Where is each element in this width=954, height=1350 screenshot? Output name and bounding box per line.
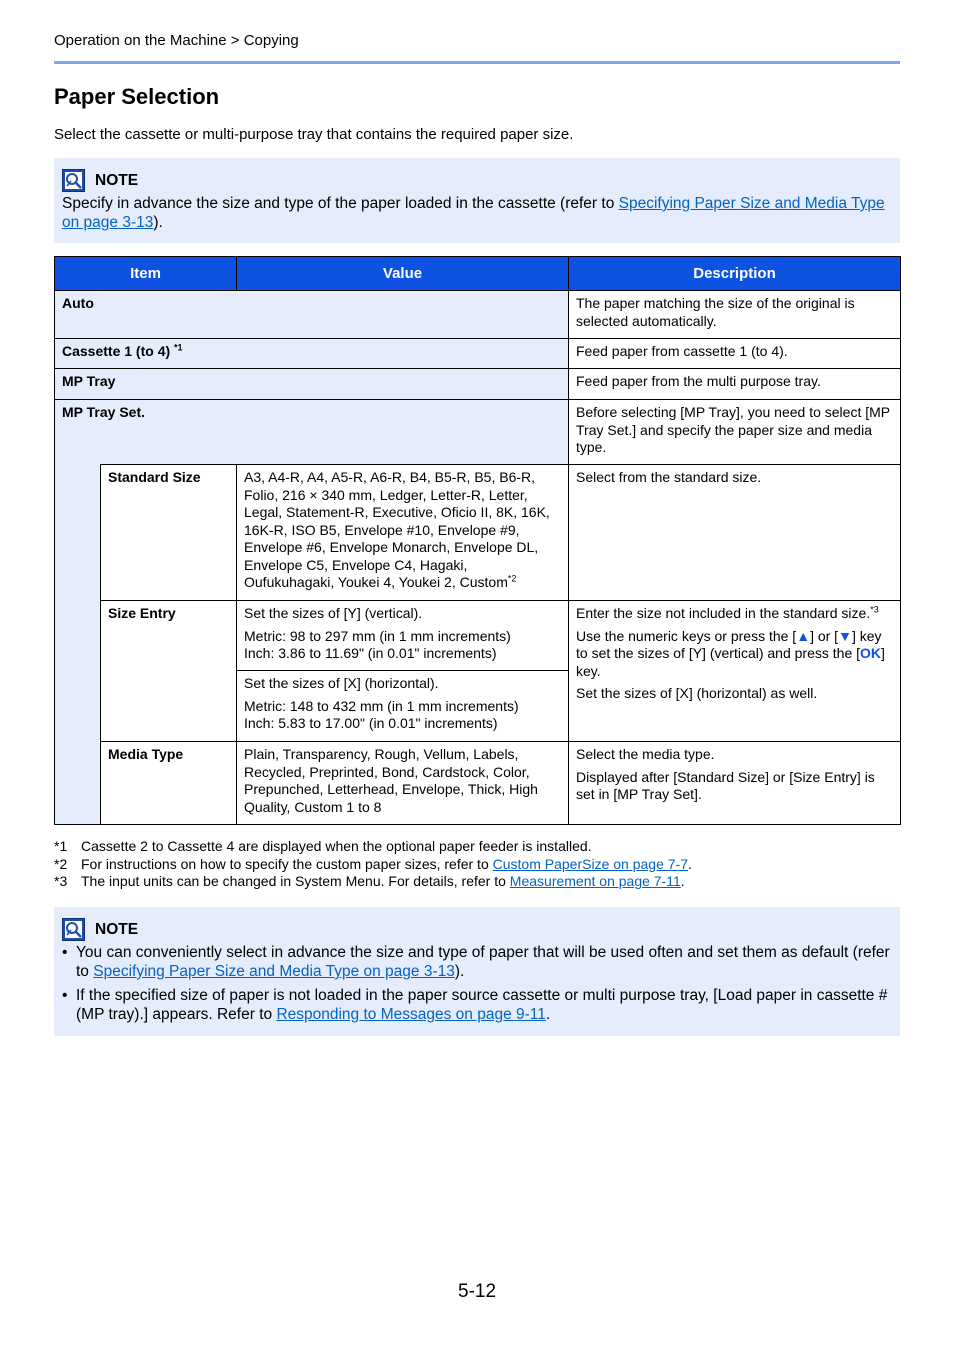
footnote-text-end: . (680, 873, 685, 889)
note-text: Specify in advance the size and type of the paper loaded in the cassette (refer to (62, 195, 619, 212)
footnote-mark: *3 (54, 873, 68, 889)
desc-text: ] key to set the sizes of [Y] (vertical) and press the [ (576, 627, 882, 661)
y-title: Set the sizes of [Y] (vertical). (244, 605, 423, 621)
row-desc: The paper matching the size of the original is selected automatically. (569, 291, 901, 339)
page-title: Paper Selection (54, 84, 220, 109)
note-body (62, 194, 892, 232)
footnote-link[interactable]: Custom PaperSize on page 7-7 (492, 855, 688, 872)
footnote-text-end: . (687, 855, 692, 872)
footnote-text: For instructions on how to specify the custom paper sizes, refer to (81, 855, 493, 872)
footnote-ref: *2 (507, 573, 517, 584)
desc-text: ] or [ (810, 627, 839, 644)
row-desc: Select from the standard size. (569, 465, 901, 601)
note-link[interactable]: Specifying Paper Size and Media Type on page 3-13 (62, 195, 885, 231)
paper-selection-table (54, 256, 901, 825)
row-desc (569, 742, 901, 825)
bullet-link[interactable]: Specifying Paper Size and Media Type on page 3-13 (93, 963, 455, 980)
row-desc: Feed paper from the multi purpose tray. (569, 369, 901, 400)
footnote-text: Cassette 2 to Cassette 4 are displayed when the optional paper feeder is installed. (81, 838, 592, 854)
row-desc: Before selecting [MP Tray], you need to select [MP Tray Set.] and specify the paper size and media type. (569, 400, 901, 465)
footnote (54, 838, 692, 856)
note-label: NOTE (95, 920, 139, 938)
row-item: Auto (55, 291, 569, 339)
list-item (62, 943, 892, 981)
footnotes (54, 838, 692, 891)
row-item-text: Cassette 1 (to 4) (62, 343, 175, 359)
desc-text: Use the numeric keys or press the [ (576, 627, 797, 644)
desc-text: Select the media type. (576, 746, 715, 762)
footnote-mark: *2 (54, 855, 68, 872)
footnote-text: The input units can be changed in System Menu. For details, refer to (81, 873, 510, 889)
row-value-text: A3, A4-R, A4, A5-R, A6-R, B4, B5-R, B5, B6-R, Folio, 216 × 340 mm, Ledger, Letter-R, Letter, Legal, Statement-R, Executive, Oficio II, 8K, 16K, 16K-R, ISO B5, Envelope #10, Envelope #9, Envelope #6, Envelope Monarch, Envelope DL, Envelope C5, Envelope C4, Hagaki, Oufukuhagaki, Youkei 4, Youkei 2, Custom (244, 469, 550, 590)
table-row (55, 742, 901, 825)
note-icon (62, 918, 85, 941)
desc-text: Displayed after [Standard Size] or [Size Entry] is set in [MP Tray Set]. (576, 768, 875, 802)
footnote (54, 856, 692, 874)
row-item: MP Tray (55, 369, 569, 400)
footnote-ref: *1 (174, 342, 183, 353)
note-text-end: ). (153, 214, 163, 231)
page-number: 5-12 (458, 1281, 497, 1302)
row-item: Standard Size (101, 465, 237, 601)
y-metric: Metric: 98 to 297 mm (in 1 mm increments) (244, 627, 511, 644)
footnote-ref: *3 (870, 604, 879, 615)
footnote (54, 873, 692, 891)
note-header (62, 917, 892, 941)
row-item: Media Type (101, 742, 237, 825)
y-inch: Inch: 3.86 to 11.69" (in 0.01" increments) (244, 645, 497, 661)
row-value (237, 601, 569, 671)
bullet-text-end: ). (454, 963, 465, 980)
indent-cell (55, 465, 101, 825)
row-item: MP Tray Set. (55, 400, 569, 465)
up-arrow-key-icon: ▲ (796, 627, 811, 644)
row-item (55, 339, 569, 369)
note-box-2 (54, 907, 900, 1036)
table-header-row (55, 257, 901, 291)
row-value (237, 465, 569, 601)
row-desc: Feed paper from cassette 1 (to 4). (569, 339, 901, 369)
note-box-1 (54, 158, 900, 243)
row-value (237, 671, 569, 742)
bullet-link[interactable]: Responding to Messages on page 9-11 (276, 1006, 546, 1023)
note-icon (62, 169, 85, 192)
table-row (55, 339, 901, 369)
table-row (55, 465, 901, 601)
bullet-text: You can conveniently select in advance the size and type of paper that will be used often and set them as default (refer to (76, 944, 890, 980)
x-metric: Metric: 148 to 432 mm (in 1 mm increments) (244, 697, 519, 714)
note-bullets (62, 943, 892, 1024)
table-row (55, 369, 901, 400)
row-item: Size Entry (101, 601, 237, 742)
table-row (55, 291, 901, 339)
note-header (62, 168, 892, 192)
list-item (62, 986, 892, 1024)
table-row (55, 400, 901, 465)
bullet-text-end: . (545, 1006, 551, 1023)
footnote-mark: *1 (54, 838, 68, 854)
header-description: Description (569, 257, 901, 291)
desc-text: Set the sizes of [X] (horizontal) as well. (576, 685, 818, 701)
table-row (55, 601, 901, 671)
footnote-link[interactable]: Measurement on page 7-11 (509, 873, 681, 889)
row-value: Plain, Transparency, Rough, Vellum, Labels, Recycled, Preprinted, Bond, Cardstock, Color, Prepunched, Letterhead, Envelope, Thick, High Quality, Custom 1 to 8 (237, 742, 569, 825)
desc-text: ] key. (576, 645, 885, 679)
intro-text: Select the cassette or multi-purpose tray that contains the required paper size. (54, 126, 574, 143)
header-rule (54, 61, 900, 64)
breadcrumb: Operation on the Machine > Copying (54, 32, 299, 49)
ok-key: OK (860, 645, 882, 661)
x-title: Set the sizes of [X] (horizontal). (244, 675, 439, 691)
header-item: Item (55, 257, 237, 291)
row-desc (569, 601, 901, 742)
note-label: NOTE (95, 171, 139, 189)
bullet-text: If the specified size of paper is not loaded in the paper source cassette or multi purpose tray, [Load paper in cassette # (MP tray).] appears. Refer to (76, 987, 888, 1023)
down-arrow-key-icon: ▼ (838, 627, 852, 644)
header-value: Value (237, 257, 569, 291)
x-inch: Inch: 5.83 to 17.00" (in 0.01" increments) (244, 715, 498, 731)
desc-text: Enter the size not included in the standard size. (576, 605, 871, 621)
